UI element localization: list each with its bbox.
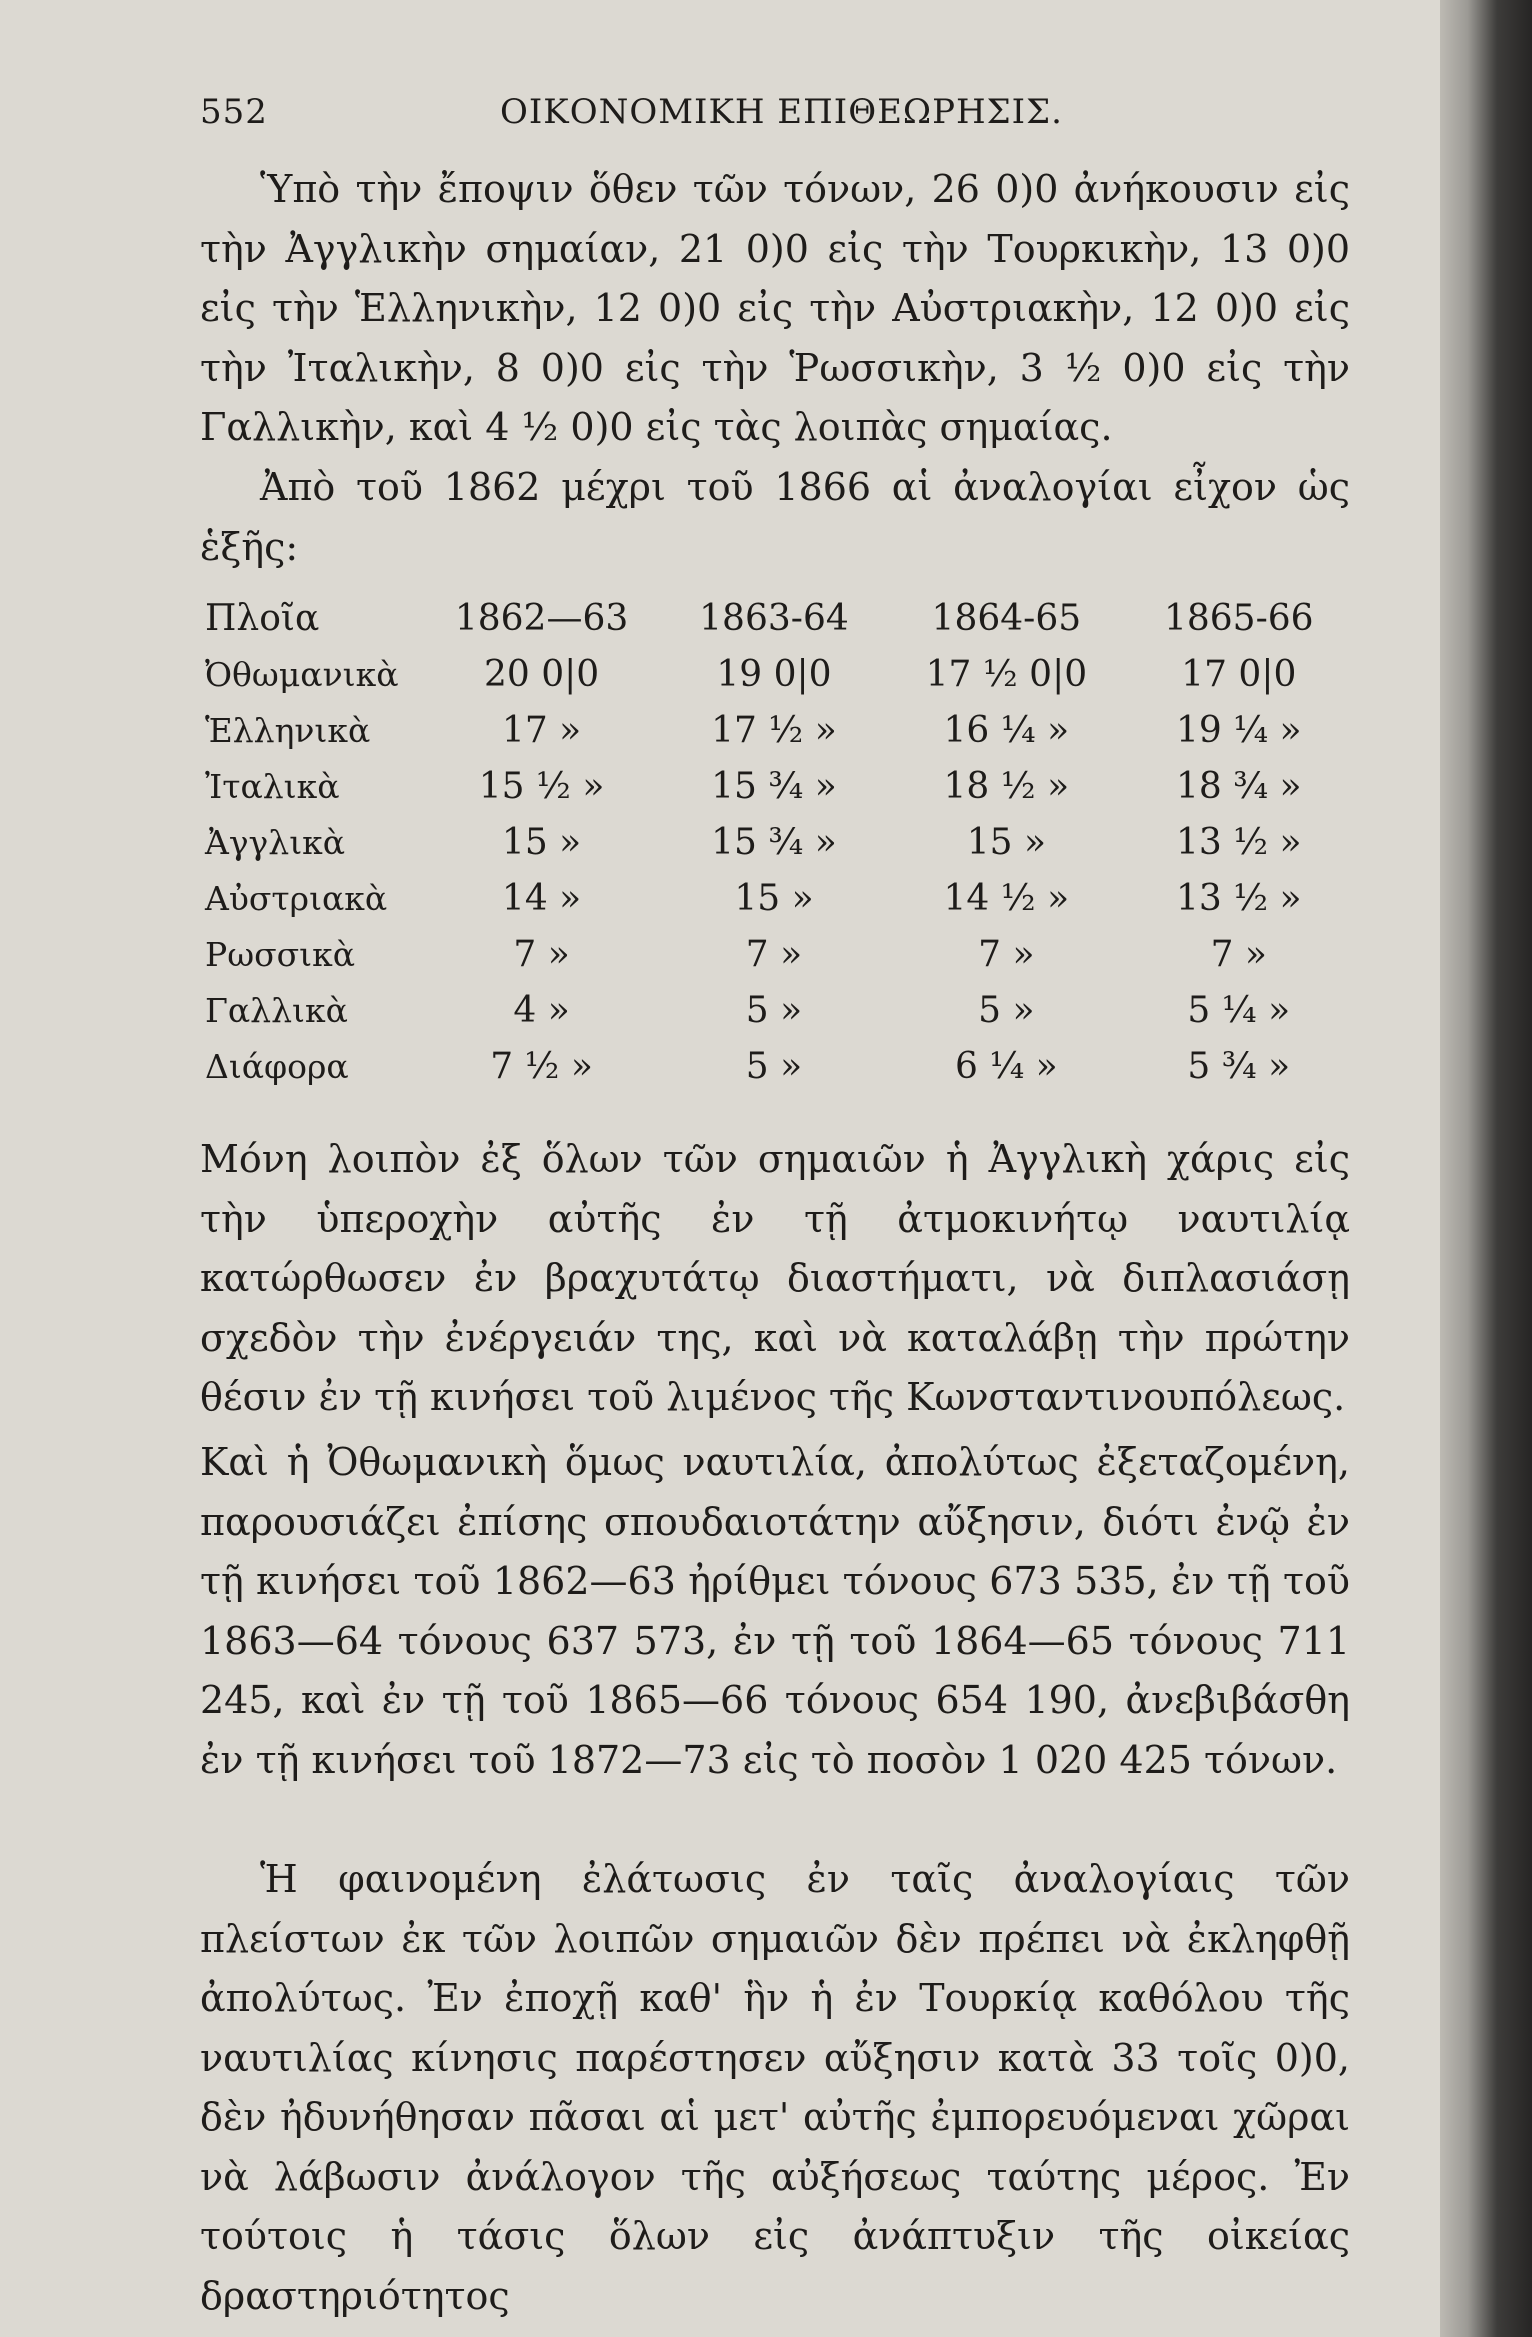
table-cell: 17 »: [501, 709, 582, 751]
table-cell: 15 »: [501, 821, 582, 863]
table-cell: 7 ½ »: [490, 1045, 593, 1087]
table-cell: 18 ½ »: [943, 765, 1070, 807]
row-label: Αὐστριακὰ: [205, 878, 388, 918]
table-cell: 14 ½ »: [943, 877, 1070, 919]
table-cell: 5 ¾ »: [1187, 1045, 1291, 1087]
table-header-cell: 1864-65: [931, 597, 1082, 639]
table-cell: 15 »: [966, 821, 1046, 863]
table-cell: 7 »: [978, 933, 1035, 975]
table-cell: 17 ½ »: [711, 709, 837, 751]
table-cell: 7 »: [513, 933, 570, 975]
table-cell: 19 ¼ »: [1175, 709, 1302, 751]
table-cell: 5 ¼ »: [1187, 989, 1291, 1031]
row-label: Γαλλικὰ: [205, 990, 348, 1030]
table-row: [205, 1038, 1355, 1094]
table-cell: 15 ¾ »: [711, 821, 837, 863]
running-title: ΟΙΚΟΝΟΜΙΚΗ ΕΠΙΘΕΩΡΗΣΙΣ.: [500, 92, 1063, 132]
table-header-cell: 1863-64: [699, 597, 849, 639]
table-cell: 14 »: [501, 877, 582, 919]
table-row: [205, 646, 1355, 702]
page-header: [200, 92, 1350, 132]
table-row: [205, 758, 1355, 814]
table-cell: 15 »: [734, 877, 814, 919]
table-cell: 17 0|0: [1181, 653, 1297, 695]
table-cell: 19 0|0: [716, 653, 832, 695]
row-label: Ἀγγλικὰ: [205, 822, 346, 862]
table-header-cell: Πλοῖα: [205, 597, 320, 639]
book-binding-edge: [1440, 0, 1532, 2337]
table-cell: 15 ½ »: [478, 765, 605, 807]
table-cell: 7 »: [745, 933, 803, 975]
table-row: [205, 926, 1355, 982]
paragraph-ottoman-shipping: Καὶ ἡ Ὀθωμανικὴ ὅμως ναυτιλία, ἀπολύτως ἐξεταζομένη, παρουσιάζει ἐπίσης σπουδαιοτάτην αὔξησιν, διότι ἐνῷ ἐν τῇ κινήσει τοῦ 1862—63 ἠρίθμει τόνους 673 535, ἐν τῇ τοῦ 1863—64 τόνους 637 573, ἐν τῇ τοῦ 1864—65 τόνους 711 245, καὶ ἐν τῇ τοῦ 1865—66 τόνους 654 190, ἀνεβιβάσθη ἐν τῇ κινήσει τοῦ 1872—73 εἰς τὸ ποσὸν 1 020 425 τόνων.: [200, 1440, 1350, 1782]
row-label: Ἰταλικὰ: [205, 766, 340, 806]
paragraph-apparent-decrease: Ἡ φαινομένη ἐλάτωσις ἐν ταῖς ἀναλογίαις τῶν πλείστων ἐκ τῶν λοιπῶν σημαιῶν δὲν πρέπει νὰ ἐκληφθῇ ἀπολύτως. Ἐν ἐποχῇ καθ' ἣν ἡ ἐν Τουρκίᾳ καθόλου τῆς ναυτιλίας κίνησις παρέστησεν αὔξησιν κατὰ 33 τοῖς 0)0, δὲν ἠδυνήθησαν πᾶσαι αἱ μετ' αὐτῆς ἐμπορευόμεναι χῶραι νὰ λάβωσιν ἀνάλογον τῆς αὐξήσεως ταύτης μέρος. Ἐν τούτοις ἡ τάσις ὅλων εἰς ἀνάπτυξιν τῆς οἰκείας δραστηριότητος: [200, 1857, 1350, 2318]
row-label: Διάφορα: [205, 1046, 349, 1086]
paragraph-table-intro: Ἀπὸ τοῦ 1862 μέχρι τοῦ 1866 αἱ ἀναλογίαι εἶχον ὡς ἑξῆς:: [200, 465, 1350, 569]
table-row: [205, 814, 1355, 870]
table-cell: 5 »: [978, 989, 1035, 1031]
table-cell: 17 ½ 0|0: [925, 653, 1088, 695]
flag-share-table: [205, 590, 1355, 1094]
row-label: Ὀθωμανικὰ: [205, 654, 399, 694]
page-number: 552: [200, 92, 268, 132]
table-cell: 16 ¼ »: [943, 709, 1070, 751]
table-cell: 5 »: [745, 1045, 803, 1087]
table-header-cell: 1862—63: [454, 597, 629, 639]
table-cell: 13 ½ »: [1175, 821, 1302, 863]
table-cell: 20 0|0: [483, 653, 600, 695]
table-cell: 4 »: [513, 989, 570, 1031]
table-cell: 6 ¼ »: [954, 1045, 1058, 1087]
table-cell: 18 ¾ »: [1175, 765, 1302, 807]
table-cell: 5 »: [745, 989, 803, 1031]
paragraph-tonnage-shares: Ὑπὸ τὴν ἔποψιν ὅθεν τῶν τόνων, 26 0)0 ἀνήκουσιν εἰς τὴν Ἀγγλικὴν σημαίαν, 21 0)0 εἰς τὴν Τουρκικὴν, 13 0)0 εἰς τὴν Ἑλληνικὴν, 12 0)0 εἰς τὴν Αὐστριακὴν, 12 0)0 εἰς τὴν Ἰταλικὴν, 8 0)0 εἰς τὴν Ῥωσσικὴν, 3 ½ 0)0 εἰς τὴν Γαλλικὴν, καὶ 4 ½ 0)0 εἰς τὰς λοιπὰς σημαίας.: [200, 167, 1350, 449]
row-label: Ἑλληνικὰ: [205, 710, 371, 750]
table-row: [205, 702, 1355, 758]
table-cell: 7 »: [1210, 933, 1267, 975]
table-row: [205, 870, 1355, 926]
table-cell: 13 ½ »: [1175, 877, 1302, 919]
table-cell: 15 ¾ »: [711, 765, 837, 807]
paragraph-english-flag: Μόνη λοιπὸν ἐξ ὅλων τῶν σημαιῶν ἡ Ἀγγλικὴ χάρις εἰς τὴν ὑπεροχὴν αὐτῆς ἐν τῇ ἀτμοκινήτῳ ναυτιλίᾳ κατώρθωσεν ἐν βραχυτάτῳ διαστήματι, νὰ διπλασιάσῃ σχεδὸν τὴν ἐνέργειάν της, καὶ νὰ καταλάβῃ τὴν πρώτην θέσιν ἐν τῇ κινήσει τοῦ λιμένος τῆς Κωνσταντινουπόλεως.: [200, 1137, 1350, 1419]
row-label: Ρωσσικὰ: [205, 934, 356, 974]
table-header-cell: 1865-66: [1163, 597, 1314, 639]
table-header-row: [205, 590, 1355, 646]
table-row: [205, 982, 1355, 1038]
